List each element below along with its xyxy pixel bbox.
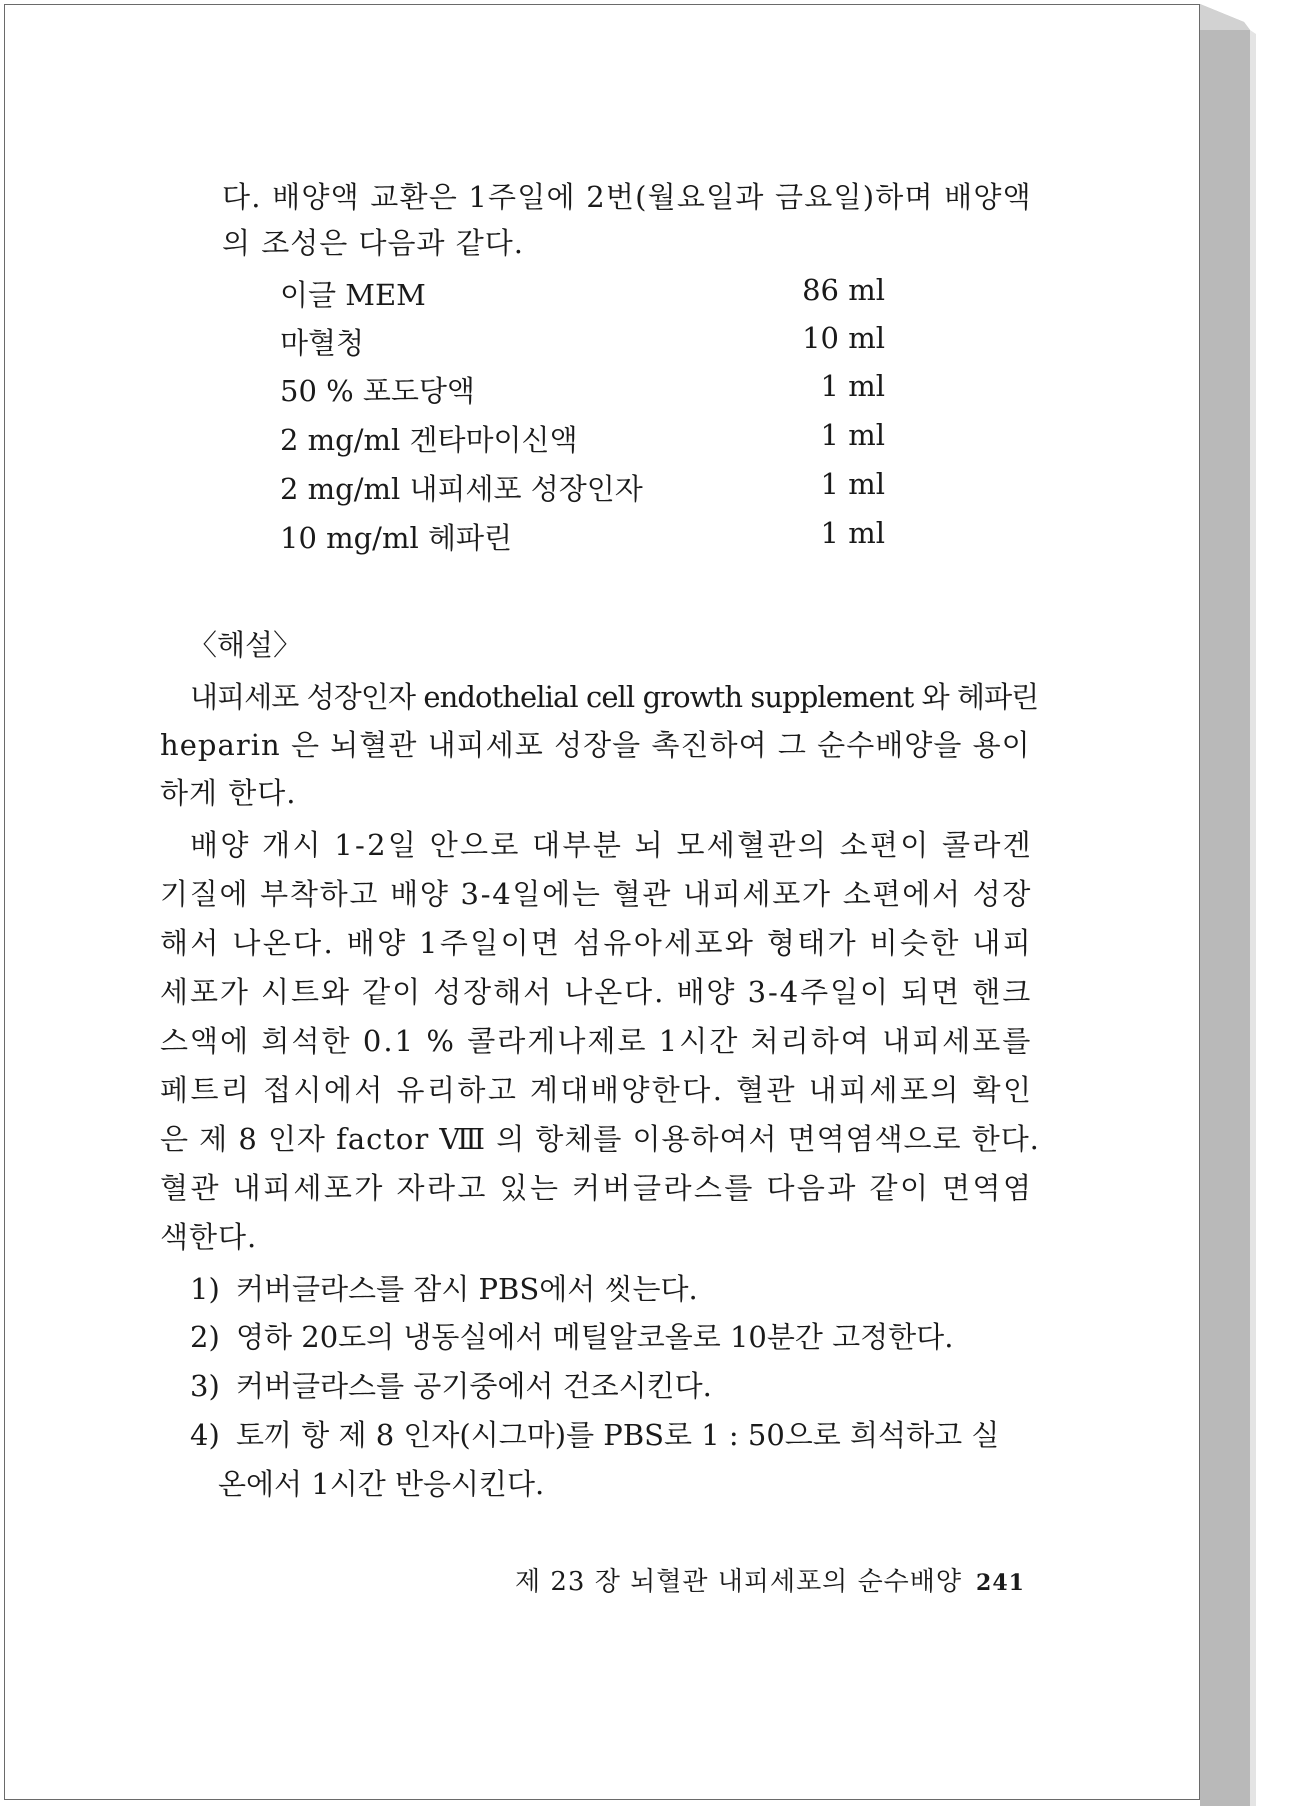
paragraph-line: 색한다.	[160, 1220, 258, 1254]
step-text: 토끼 항 제 8 인자(시그마)를 PBS로 1 : 50으로 희석하고 실	[236, 1418, 1000, 1452]
chapter-title: 제 23 장 뇌혈관 내피세포의 순수배양	[515, 1567, 963, 1597]
page-number: 241	[976, 1570, 1025, 1596]
ingredient-amount: 1 ml	[820, 369, 885, 403]
running-footer	[515, 1561, 1025, 1598]
step-item	[190, 1315, 953, 1356]
ingredient-name: 50 % 포도당액	[280, 374, 475, 408]
ingredient-row	[160, 321, 1040, 361]
ingredient-name: 이글 MEM	[280, 278, 426, 312]
ingredient-row	[160, 516, 1040, 556]
step-number: 2)	[190, 1320, 220, 1354]
paragraph-line: 스액에 희석한 0.1 % 콜라게나제로 1시간 처리하여 내피세포를	[160, 1024, 1033, 1058]
step-number: 3)	[190, 1369, 220, 1403]
intro-line-1	[222, 175, 1040, 216]
ingredient-name: 2 mg/ml 겐타마이신액	[280, 423, 578, 457]
ingredient-name: 10 mg/ml 헤파린	[280, 521, 512, 555]
intro-text: 다. 배양액 교환은 1주일에 2번(월요일과 금요일)하며 배양액	[222, 180, 1032, 214]
paragraph-line: heparin 은 뇌혈관 내피세포 성장을 촉진하여 그 순수배양을 용이	[160, 728, 1031, 762]
ingredient-amount: 10 ml	[802, 321, 885, 355]
paragraph-line: 기질에 부착하고 배양 3-4일에는 혈관 내피세포가 소편에서 성장	[160, 877, 1033, 911]
intro-text: 의 조성은 다음과 같다.	[222, 226, 524, 260]
paragraph-line: 혈관 내피세포가 자라고 있는 커버글라스를 다음과 같이 면역염	[160, 1171, 1034, 1205]
paragraph-line: 세포가 시트와 같이 성장해서 나온다. 배양 3-4주일이 되면 핸크	[160, 975, 1033, 1009]
paragraph-line: 페트리 접시에서 유리하고 계대배양한다. 혈관 내피세포의 확인	[160, 1073, 1034, 1107]
paragraph-line: 하게 한다.	[160, 776, 297, 810]
intro-line-2	[222, 221, 524, 262]
ingredient-row	[160, 418, 1040, 458]
step-item	[190, 1267, 698, 1308]
ingredient-row	[160, 467, 1040, 507]
ingredient-amount: 1 ml	[820, 418, 885, 452]
ingredient-name: 마혈청	[280, 326, 365, 360]
step-number: 1)	[190, 1272, 220, 1306]
paragraph-line: 해서 나온다. 배양 1주일이면 섬유아세포와 형태가 비슷한 내피	[160, 926, 1034, 960]
step-item	[190, 1364, 712, 1405]
step-number: 4)	[190, 1418, 220, 1452]
ingredient-amount: 1 ml	[820, 516, 885, 550]
paragraph-line: 배양 개시 1-2일 안으로 대부분 뇌 모세혈관의 소편이 콜라겐	[190, 828, 1033, 862]
step-continuation: 온에서 1시간 반응시킨다.	[218, 1467, 545, 1501]
step-text: 커버글라스를 공기중에서 건조시킨다.	[236, 1369, 712, 1403]
commentary-heading: 〈해설〉	[188, 628, 303, 662]
paragraph-line: 은 제 8 인자 factor Ⅷ 의 항체를 이용하여서 면역염색으로 한다.	[160, 1122, 1040, 1156]
step-item	[190, 1413, 999, 1454]
ingredient-row	[160, 273, 1040, 313]
step-text: 영하 20도의 냉동실에서 메틸알코올로 10분간 고정한다.	[236, 1320, 954, 1354]
ingredient-amount: 86 ml	[802, 273, 885, 307]
book-page	[4, 4, 1200, 1800]
ingredient-row	[160, 369, 1040, 409]
ingredient-name: 2 mg/ml 내피세포 성장인자	[280, 472, 643, 506]
step-text: 커버글라스를 잠시 PBS에서 씻는다.	[236, 1272, 698, 1306]
paragraph-line: 내피세포 성장인자 endothelial cell growth supplement 와 헤파린	[190, 680, 1039, 714]
ingredient-amount: 1 ml	[820, 467, 885, 501]
